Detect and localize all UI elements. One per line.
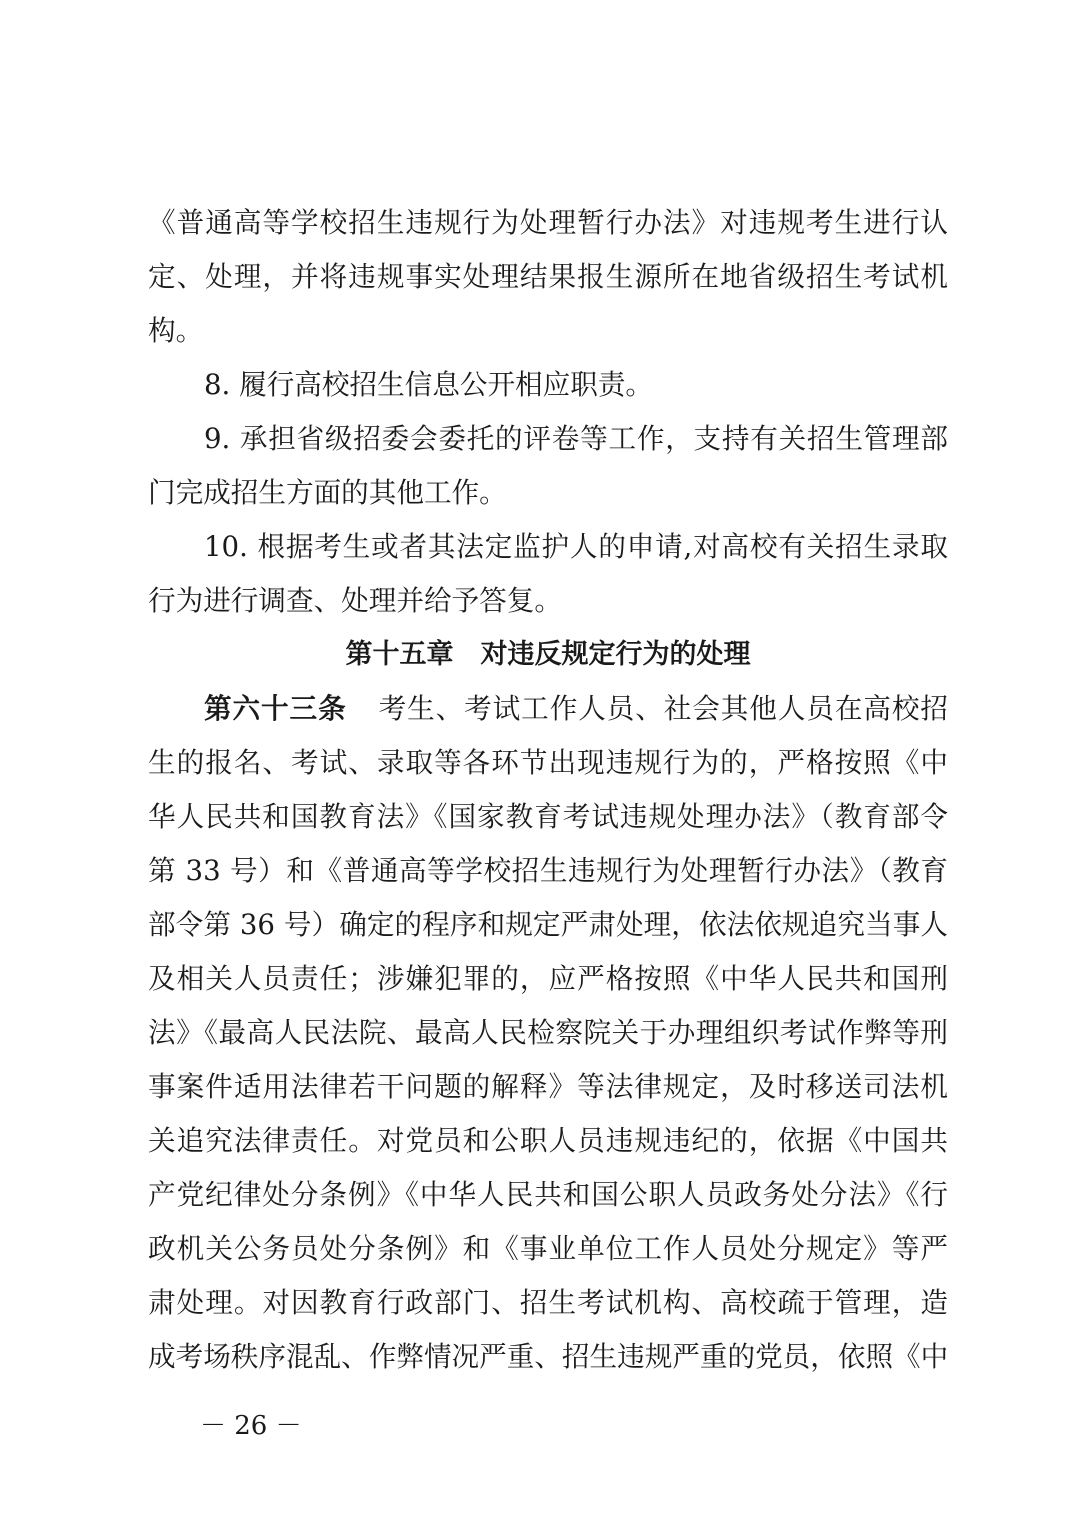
list-item-8: 8. 履行高校招生信息公开相应职责。 [204, 368, 654, 401]
article-line: 部令第 36 号）确定的程序和规定严肃处理，依法依规追究当事人 [148, 908, 948, 941]
article-line: 关追究法律责任。对党员和公职人员违规违纪的，依据《中国共 [148, 1124, 948, 1157]
article-line: 华人民共和国教育法》《国家教育考试违规处理办法》（教育部令 [148, 800, 948, 833]
text-line: 门完成招生方面的其他工作。 [148, 476, 507, 509]
article-line: 第 33 号）和《普通高等学校招生违规行为处理暂行办法》（教育 [148, 854, 948, 887]
chapter-title: 第十五章 对违反规定行为的处理 [345, 639, 751, 670]
text-line: 定、处理，并将违规事实处理结果报生源所在地省级招生考试机 [148, 260, 948, 293]
list-item-10: 10. 根据考生或者其法定监护人的申请,对高校有关招生录取 [204, 530, 948, 563]
article-line: 事案件适用法律若干问题的解释》等法律规定，及时移送司法机 [148, 1070, 948, 1103]
article-line: 及相关人员责任；涉嫌犯罪的，应严格按照《中华人民共和国刑 [148, 962, 948, 995]
text-line: 构。 [148, 314, 204, 347]
article-line: 法》《最高人民法院、最高人民检察院关于办理组织考试作弊等刑 [148, 1016, 948, 1049]
article-line: 生的报名、考试、录取等各环节出现违规行为的，严格按照《中 [148, 746, 948, 779]
list-item-9: 9. 承担省级招委会委托的评卷等工作，支持有关招生管理部 [204, 422, 948, 455]
article-first-line [148, 682, 948, 736]
article-line: 成考场秩序混乱、作弊情况严重、招生违规严重的党员，依照《中 [148, 1340, 949, 1373]
article-line: 产党纪律处分条例》《中华人民共和国公职人员政务处分法》《行 [148, 1178, 948, 1211]
article-first-text: 考生、考试工作人员、社会其他人员在高校招 [378, 692, 948, 725]
text-line: 《普通高等学校招生违规行为处理暂行办法》对违规考生进行认 [148, 206, 948, 239]
article-line: 政机关公务员处分条例》和《事业单位工作人员处分规定》等严 [148, 1232, 948, 1265]
document-page [148, 196, 948, 1384]
article-line: 肃处理。对因教育行政部门、招生考试机构、高校疏于管理，造 [148, 1286, 948, 1319]
page-number: － 26 － [200, 1411, 302, 1441]
article-label: 第六十三条 [204, 692, 347, 725]
text-line: 行为进行调查、处理并给予答复。 [148, 584, 562, 617]
